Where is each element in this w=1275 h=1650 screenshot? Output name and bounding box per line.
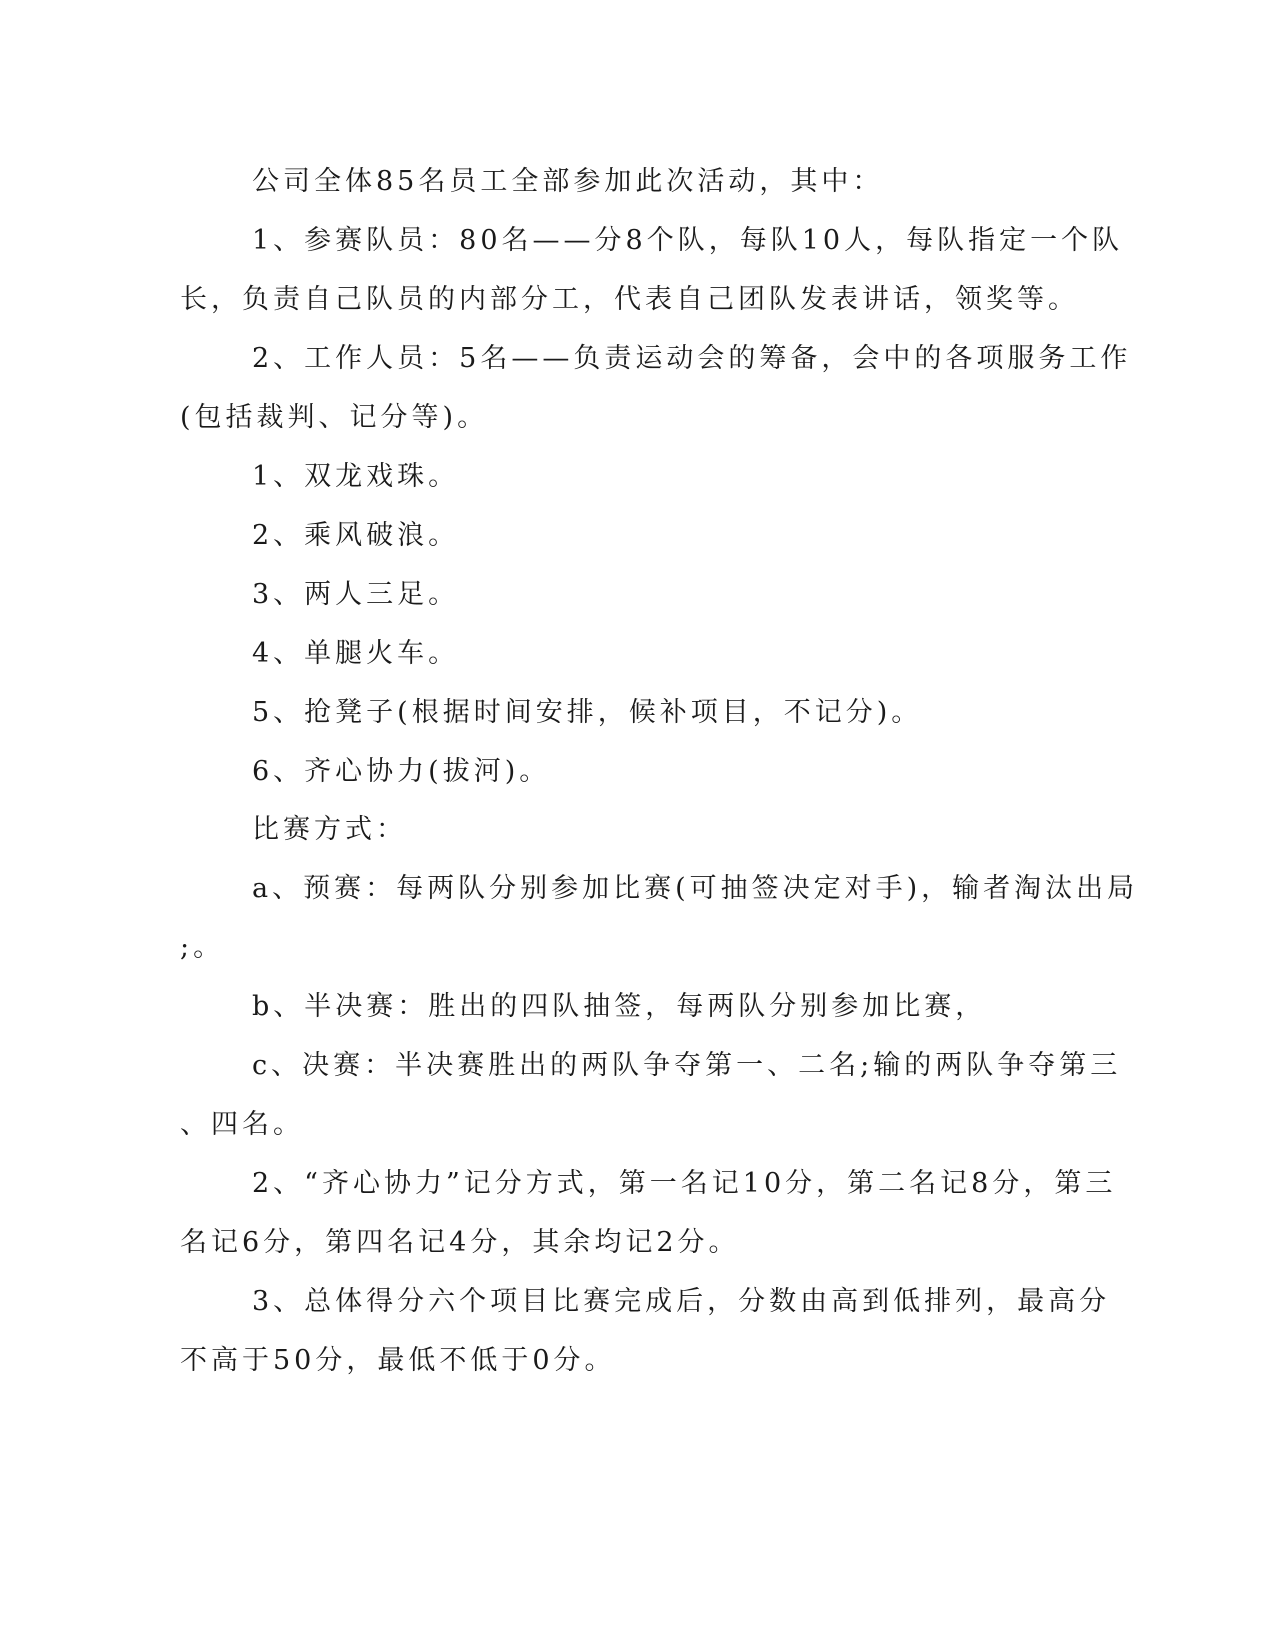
paragraph-line: ;。 <box>180 932 225 963</box>
paragraph-line: c、决赛：半决赛胜出的两队争夺第一、二名;输的两队争夺第三 <box>252 1050 1122 1081</box>
paragraph-line: b、半决赛：胜出的四队抽签，每两队分别参加比赛， <box>252 991 987 1022</box>
paragraph-line: (包括裁判、记分等)。 <box>180 402 489 433</box>
paragraph-line: 公司全体85名员工全部参加此次活动，其中： <box>252 166 884 197</box>
paragraph-line: 1、参赛队员：80名——分8个队，每队10人，每队指定一个队 <box>252 225 1124 256</box>
paragraph-line: 不高于50分，最低不低于0分。 <box>180 1345 616 1376</box>
section-heading: 比赛方式： <box>252 814 407 845</box>
list-item: 2、乘风破浪。 <box>252 520 460 551</box>
list-item: 4、单腿火车。 <box>252 638 460 669</box>
list-item: 1、双龙戏珠。 <box>252 461 460 492</box>
list-item: 5、抢凳子(根据时间安排，候补项目，不记分)。 <box>252 697 923 728</box>
paragraph-line: 长，负责自己队员的内部分工，代表自己团队发表讲话，领奖等。 <box>180 284 1079 315</box>
paragraph-line: 2、工作人员：5名——负责运动会的筹备，会中的各项服务工作 <box>252 343 1132 374</box>
paragraph-line: a、预赛：每两队分别参加比赛(可抽签决定对手)，输者淘汰出局 <box>252 873 1139 904</box>
paragraph-line: 2、“齐心协力”记分方式，第一名记10分，第二名记8分，第三 <box>252 1168 1117 1199</box>
list-item: 3、两人三足。 <box>252 579 460 610</box>
paragraph-line: 3、总体得分六个项目比赛完成后，分数由高到低排列，最高分 <box>252 1286 1111 1317</box>
paragraph-line: 、四名。 <box>180 1109 304 1140</box>
list-item: 6、齐心协力(拔河)。 <box>252 756 551 787</box>
paragraph-line: 名记6分，第四名记4分，其余均记2分。 <box>180 1227 740 1258</box>
